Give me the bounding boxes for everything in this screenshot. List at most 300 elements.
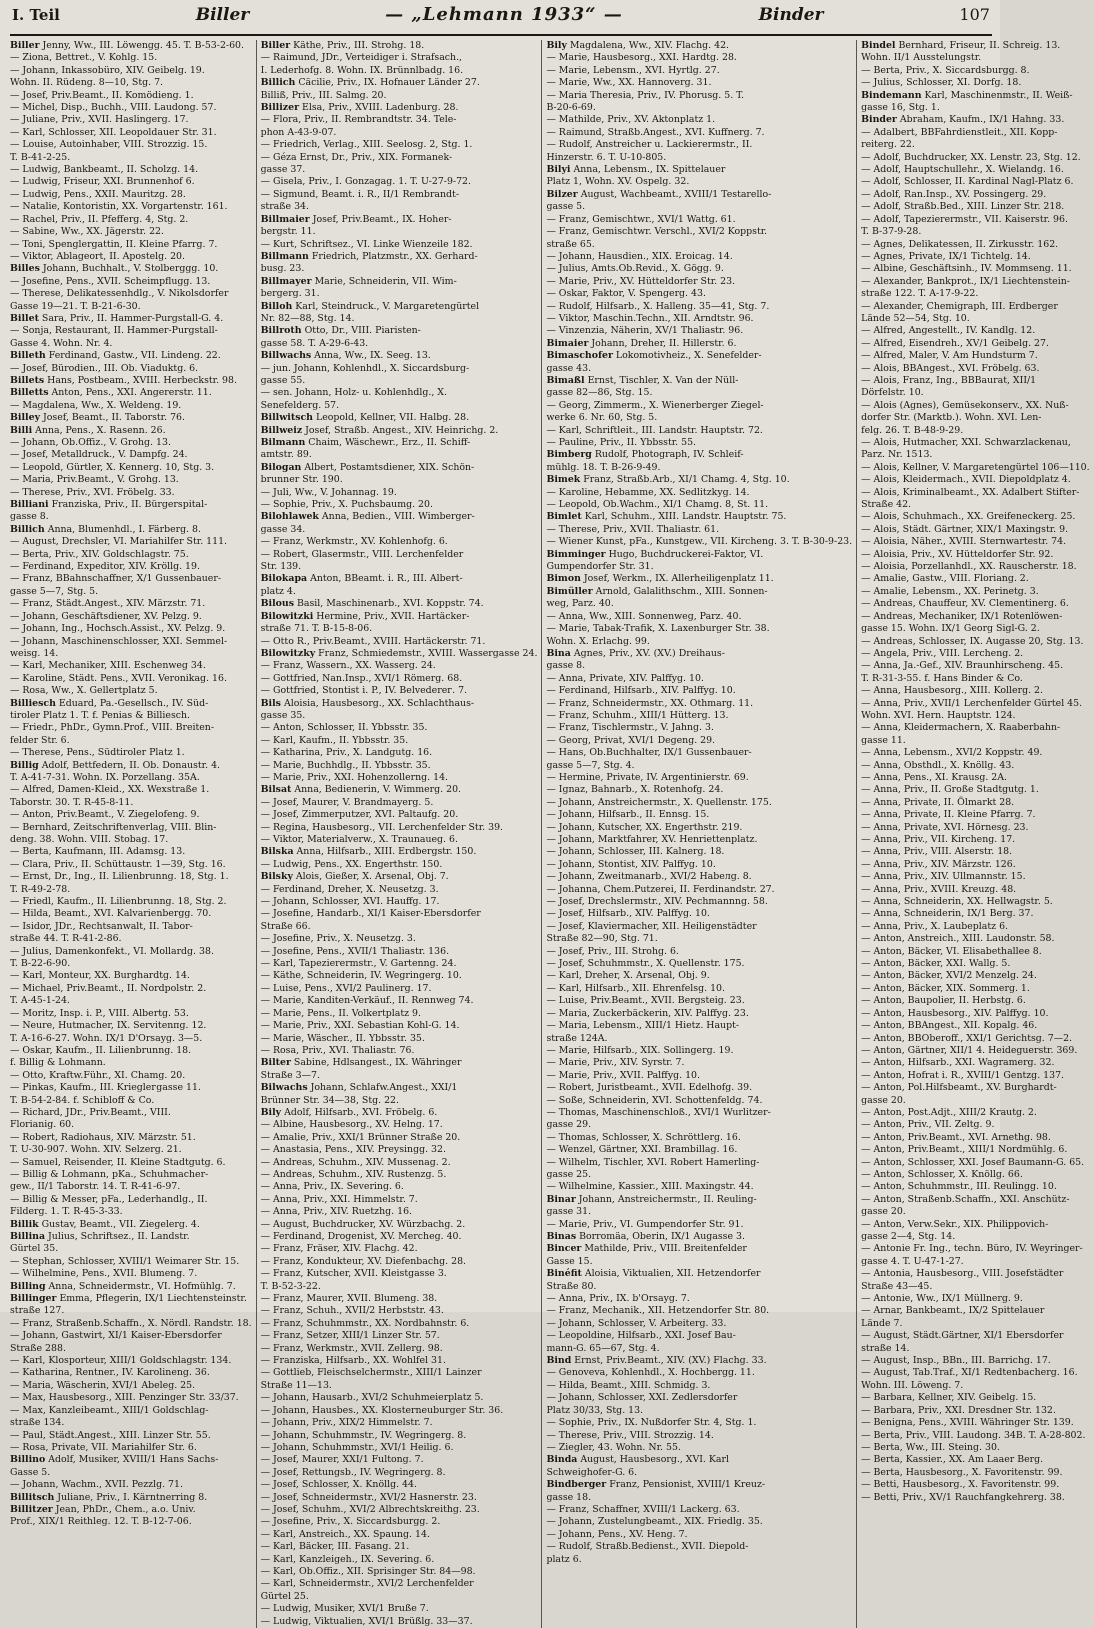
entry-text: — Johann, Schlosser, III. Kalnerg. 18. <box>546 846 725 858</box>
surname-heading: Bilmann <box>260 437 306 448</box>
entry-text: — Johann, Schuhmmstr., IV. Wegringerg. 8. <box>260 1429 467 1441</box>
directory-entry <box>10 152 252 164</box>
entry-text: Straße 82—90, Stg. 71. <box>546 933 658 945</box>
surname-heading: Biller <box>10 40 40 51</box>
entry-text: Albert, Postamtsdiener, XIX. Schön- <box>304 461 475 473</box>
entry-text: — Johann, Pens., XV. Heng. 7. <box>546 1528 688 1540</box>
directory-entry <box>261 462 538 474</box>
entry-text: bergstr. 11. <box>260 226 316 238</box>
directory-entry <box>261 809 538 821</box>
entry-text: Gustav, Beamt., VII. Ziegelerg. 4. <box>41 1218 200 1230</box>
directory-entry <box>261 636 538 648</box>
surname-heading: Binéfit <box>546 1268 582 1280</box>
entry-text: — Hilda, Beamt., XVI. Kalvarienbergg. 70. <box>10 908 212 920</box>
entry-text: Friedrich, Platzmstr., XX. Gerhard- <box>311 250 478 262</box>
directory-entry <box>261 226 538 238</box>
directory-entry <box>10 722 252 734</box>
directory-entry <box>861 1132 1090 1144</box>
surname-heading: Bina <box>546 647 571 659</box>
entry-text: Jenny, Ww., III. Löwengg. 45. T. B-53-2-60. <box>42 40 244 51</box>
directory-entry <box>546 338 852 350</box>
directory-entry <box>861 611 1090 623</box>
directory-entry <box>861 809 1090 821</box>
entry-text: — August, Insp., BBn., III. Barrichg. 17. <box>861 1355 1051 1367</box>
surname-heading: Bilyi <box>546 164 571 176</box>
entry-text: — Andreas, Schuhm., XIV. Rustenzg. 5. <box>260 1168 447 1180</box>
directory-entry <box>546 1318 852 1330</box>
directory-entry <box>546 586 852 598</box>
entry-text: Straße 66. <box>260 920 311 932</box>
entry-text: — Josefine, Priv., X. Neusetzg. 3. <box>260 933 416 945</box>
directory-entry <box>261 1268 538 1280</box>
directory-entry <box>10 276 252 288</box>
directory-entry <box>261 1206 538 1218</box>
entry-text: — Sabine, Ww., XX. Jägerstr. 22. <box>10 226 164 238</box>
surname-heading: Bilsky <box>260 871 293 883</box>
directory-entry <box>546 1070 852 1082</box>
directory-entry <box>861 673 1090 685</box>
surname-heading: Bimminger <box>546 548 606 560</box>
entry-text: — Johann, Anstreichermstr., X. Quellenstr. 175. <box>546 796 772 808</box>
entry-text: — Karl, Kanzleigeh., IX. Severing. 6. <box>260 1553 435 1565</box>
directory-entry <box>546 784 852 796</box>
entry-text: — Marie, Pens., II. Volkertplatz 9. <box>260 1007 421 1019</box>
directory-entry <box>261 660 538 672</box>
entry-text: — Therese, Priv., XVII. Thaliastr. 61. <box>546 523 720 535</box>
directory-entry <box>861 263 1090 275</box>
surname-heading: Billet <box>10 312 39 324</box>
directory-entry <box>10 958 252 970</box>
directory-entry <box>10 263 252 275</box>
entry-text: — Billig & Messer, pFa., Lederhandlg., II. <box>10 1193 208 1205</box>
directory-entry <box>546 511 852 523</box>
directory-entry <box>546 710 852 722</box>
directory-entry <box>261 164 538 176</box>
directory-entry <box>546 387 852 399</box>
entry-text: — Josefine, Priv., X. Siccardsburgg. 2. <box>260 1516 441 1528</box>
directory-entry <box>10 1256 252 1268</box>
entry-text: — Rosa, Ww., X. Gellertplatz 5. <box>10 685 158 697</box>
entry-text: — Soße, Schneiderin, XVI. Schottenfeldg. 74. <box>546 1094 763 1106</box>
directory-entry <box>861 338 1090 350</box>
entry-text: — Friedr., PhDr., Gymn.Prof., VIII. Breiten- <box>10 722 215 734</box>
directory-entry <box>546 611 852 623</box>
entry-text: — Marie, Priv., XXI. Sebastian Kohl-G. 14. <box>260 1020 460 1032</box>
directory-entry <box>546 1467 852 1479</box>
directory-entry <box>10 214 252 226</box>
directory-entry <box>261 1516 538 1528</box>
directory-entry <box>861 1492 1090 1504</box>
entry-text: Juliane, Priv., I. Kärntnerring 8. <box>57 1491 208 1503</box>
entry-text: — Johanna, Chem.Putzerei, II. Ferdinandstr. 27. <box>546 883 775 895</box>
directory-entry <box>861 313 1090 325</box>
directory-entry <box>546 412 852 424</box>
entry-text: — Ferdinand, Expeditor, XIV. Kröllg. 19. <box>10 561 200 573</box>
entry-text: — Anton, Schuhmmstr., III. Reulingg. 10. <box>861 1181 1057 1193</box>
entry-text: — Ignaz, Bahnarb., X. Rotenhofg. 24. <box>546 784 724 796</box>
directory-entry <box>261 1219 538 1231</box>
directory-entry <box>10 52 252 64</box>
directory-columns <box>10 40 1090 1627</box>
entry-text: — Ludwig, Musiker, XVI/1 Bruße 7. <box>260 1603 429 1615</box>
directory-entry <box>546 772 852 784</box>
directory-entry <box>10 673 252 685</box>
entry-text: Karl, Schuhm., XIII. Landstr. Hauptstr. 75. <box>584 511 787 523</box>
entry-text: — Johann, Ing., Hochsch.Assist., XV. Pelzg. 9. <box>10 623 226 635</box>
entry-text: — Johann, Ob.Offiz., V. Grohg. 13. <box>10 437 171 448</box>
directory-entry <box>261 884 538 896</box>
entry-text: — sen. Johann, Holz- u. Kohlenhdlg., X. <box>260 387 447 399</box>
surname-heading: Bilska <box>260 846 294 858</box>
directory-entry <box>546 90 852 102</box>
surname-heading: Bimaier <box>546 337 589 349</box>
directory-entry <box>861 735 1090 747</box>
surname-heading: Bimlet <box>546 511 582 523</box>
entry-text: deng. 38. Wohn. VIII. Stobag. 17. <box>10 834 169 845</box>
directory-entry <box>546 549 852 561</box>
entry-text: — Johann, Kutscher, XX. Engerthstr. 219. <box>546 821 743 833</box>
entry-text: — Franz, Schaffner, XVIII/1 Lackerg. 63. <box>546 1503 740 1515</box>
directory-entry <box>546 946 852 958</box>
directory-entry <box>10 921 252 933</box>
directory-entry <box>10 611 252 623</box>
entry-text: gasse 15. Wohn. IX/1 Georg Sigl-G. 2. <box>861 623 1040 635</box>
directory-entry <box>861 189 1090 201</box>
entry-text: — Anna, Hausbesorg., XIII. Kollerg. 2. <box>861 685 1043 697</box>
directory-entry <box>546 350 852 362</box>
entry-text: — Josef, Rettungsb., IV. Wegringerg. 8. <box>260 1466 446 1478</box>
entry-text: amtstr. 89. <box>260 449 312 461</box>
directory-entry <box>861 1380 1090 1392</box>
entry-text: — Katharina, Priv., X. Landgutg. 16. <box>260 747 433 759</box>
directory-entry <box>261 325 538 337</box>
entry-text: — Josefine, Handarb., XI/1 Kaiser-Ebersdorfer <box>260 908 481 920</box>
directory-entry <box>546 201 852 213</box>
directory-entry <box>546 152 852 164</box>
entry-text: — Josef, Schneidermstr., XVI/2 Hasnerstr. 23. <box>260 1491 477 1503</box>
directory-entry <box>261 288 538 300</box>
directory-entry <box>261 114 538 126</box>
directory-entry <box>10 65 252 77</box>
directory-entry <box>546 1529 852 1541</box>
entry-text: Agnes, Priv., XV. (XV.) Dreihaus- <box>573 647 725 659</box>
directory-entry <box>261 375 538 387</box>
directory-entry <box>261 52 538 64</box>
entry-text: — Alexander, Chemigraph, III. Erdberger <box>861 300 1058 312</box>
entry-text: — Natalie, Kontoristin, XX. Vorgartenstr. 161. <box>10 201 228 213</box>
column-4 <box>856 40 1094 1628</box>
entry-text: — Luise, Priv.Beamt., XVII. Bergsteig. 23. <box>546 995 745 1007</box>
directory-entry <box>861 511 1090 523</box>
entry-text: — Géza Ernst, Dr., Priv., XIX. Formanek- <box>260 151 453 163</box>
surname-heading: Bilsat <box>260 784 292 796</box>
entry-text: — Hilda, Beamt., XIII. Schmidg. 3. <box>546 1379 711 1391</box>
directory-entry <box>546 1330 852 1342</box>
entry-text: — Magdalena, Ww., X. Weldeng. 19. <box>10 399 182 411</box>
entry-text: — Franz, Städt.Angest., XIV. Märzstr. 71. <box>10 598 206 610</box>
entry-text: — Anton, Baupolier, II. Herbstg. 6. <box>861 995 1026 1007</box>
directory-entry <box>861 65 1090 77</box>
entry-text: — Ludwig, Pens., XX. Engerthstr. 150. <box>260 858 443 870</box>
directory-entry <box>546 114 852 126</box>
directory-entry <box>10 1367 252 1379</box>
entry-text: — Johann, Schuhmmstr., XVI/1 Heilig. 6. <box>260 1441 454 1453</box>
entry-text: platz 4. <box>260 585 296 597</box>
entry-text: — Maria, Zuckerbäckerin, XIV. Palffyg. 23. <box>546 1007 749 1019</box>
directory-entry <box>546 660 852 672</box>
directory-entry <box>261 933 538 945</box>
entry-text: — Thomas, Schlosser, X. Schröttlerg. 16. <box>546 1131 741 1143</box>
directory-entry <box>861 648 1090 660</box>
entry-text: Otto, Dr., VIII. Piaristen- <box>304 325 421 337</box>
entry-text: Anna, Ww., IX. Seeg. 13. <box>314 350 431 362</box>
directory-entry <box>861 276 1090 288</box>
directory-entry <box>10 859 252 871</box>
entry-text: Platz 30/33, Stg. 13. <box>546 1404 644 1416</box>
directory-entry <box>546 1479 852 1491</box>
directory-entry <box>861 822 1090 834</box>
directory-entry <box>10 561 252 573</box>
directory-entry <box>10 1082 252 1094</box>
entry-text: — Anton, Schlosser, XXI. Josef Baumann-G. 65. <box>861 1156 1085 1168</box>
entry-text: brunner Str. 190. <box>260 474 343 486</box>
directory-entry <box>861 164 1090 176</box>
surname-heading: Billwitsch <box>260 412 313 424</box>
entry-text: gasse 5—7, Stg. 4. <box>546 759 635 771</box>
entry-text: — Wenzel, Gärtner, XXI. Brambillag. 16. <box>546 1144 738 1156</box>
directory-entry <box>261 1603 538 1615</box>
entry-text: — Adolf, Ran.Insp., XV. Possingerg. 29. <box>861 188 1047 200</box>
directory-entry <box>546 1516 852 1528</box>
directory-entry <box>861 536 1090 548</box>
directory-entry <box>861 983 1090 995</box>
entry-text: — Josef, Drechslermstr., XIV. Pechmannng. 58. <box>546 896 768 908</box>
directory-entry <box>10 437 252 449</box>
entry-text: — Juliane, Priv., XVII. Haslingerg. 17. <box>10 114 189 126</box>
directory-entry <box>861 387 1090 399</box>
directory-entry <box>261 859 538 871</box>
directory-entry <box>261 363 538 375</box>
directory-entry <box>546 226 852 238</box>
entry-text: Taborstr. 30. T. R-45-8-11. <box>10 796 134 808</box>
entry-text: gasse 5. <box>546 201 586 213</box>
entry-text: — Anna, Lebensm., XVI/2 Koppstr. 49. <box>861 747 1043 759</box>
directory-entry <box>261 301 538 313</box>
entry-text: Gasse 19—21. T. B-21-6-30. <box>10 300 141 312</box>
entry-text: — Ferdinand, Dreher, X. Neusetzg. 3. <box>260 883 439 895</box>
directory-entry <box>546 102 852 114</box>
entry-text: — Anton, BBOberoff., XXI/1 Gerichtsg. 7—2. <box>861 1032 1073 1044</box>
directory-entry <box>10 1268 252 1280</box>
directory-entry <box>546 1541 852 1553</box>
entry-text: — Karl, Anstreich., XX. Spaung. 14. <box>260 1528 430 1540</box>
entry-text: — Anna, Private, XIV. Palffyg. 10. <box>546 672 704 684</box>
entry-text: straße 127. <box>10 1305 65 1317</box>
surname-heading: Bilowitzki <box>260 610 314 622</box>
entry-text: — Ernst, Dr., Ing., II. Lilienbrunng. 18, Stg. 1. <box>10 871 229 883</box>
entry-text: gasse 20. <box>861 1094 906 1106</box>
entry-text: — Josef, Schlosser, X. Knöllg. 44. <box>260 1479 417 1491</box>
surname-heading: Bilokapa <box>260 573 308 585</box>
part-label: I. Teil <box>12 6 60 24</box>
directory-entry <box>546 636 852 648</box>
directory-entry <box>261 598 538 610</box>
directory-entry <box>546 1095 852 1107</box>
entry-text: I. Lederhofg. 8. Wohn. IX. Brünnlbadg. 16. <box>260 64 464 76</box>
directory-entry <box>861 1020 1090 1032</box>
entry-text: — Oskar, Kaufm., II. Lilienbrunng. 18. <box>10 1044 192 1056</box>
directory-entry <box>861 1169 1090 1181</box>
directory-entry <box>261 1281 538 1293</box>
entry-text: — Max, Kanzleibeamt., XIII/1 Goldschlag- <box>10 1404 209 1416</box>
directory-entry <box>546 698 852 710</box>
directory-entry <box>861 1231 1090 1243</box>
directory-entry <box>261 983 538 995</box>
directory-entry <box>261 784 538 796</box>
entry-text: Rudolf, Photograph, IV. Schleif- <box>594 449 744 461</box>
entry-text: Franz, Pensionist, XVIII/1 Kreuz- <box>609 1479 766 1491</box>
entry-text: — Ludwig, Pens., XXII. Mauritzg. 28. <box>10 188 186 200</box>
surname-heading: Billig <box>10 759 39 771</box>
directory-entry <box>861 1194 1090 1206</box>
directory-entry <box>546 822 852 834</box>
entry-text: — Anna, Priv., XIV. Märzstr. 126. <box>861 858 1016 870</box>
surname-heading: Billwachs <box>260 350 312 362</box>
entry-text: gasse 31. <box>546 1206 592 1218</box>
entry-text: — Benigna, Pens., XVIII. Währinger Str. 139. <box>861 1417 1074 1429</box>
entry-text: — Karl, Monteur, XX. Burghardtg. 14. <box>10 970 190 982</box>
entry-text: gasse 82—86, Stg. 15. <box>546 387 653 399</box>
entry-text: gasse 20. <box>861 1206 906 1218</box>
directory-entry <box>261 698 538 710</box>
entry-text: Leopold, Kellner, VII. Halbg. 28. <box>315 412 470 424</box>
entry-text: — Amalie, Lebensm., XX. Perinetg. 3. <box>861 585 1039 597</box>
directory-entry <box>261 524 538 536</box>
directory-entry <box>546 834 852 846</box>
entry-text: Franz, Straßb.Arb., XI/1 Chamg. 4, Stg. 10. <box>583 474 790 486</box>
entry-text: — Josef, Zimmerputzer, XVI. Paltaufg. 20. <box>260 809 459 821</box>
entry-text: Senefelderg. 57. <box>260 399 340 411</box>
publication-title: — „Lehmann 1933“ — <box>385 4 623 25</box>
directory-entry <box>546 685 852 697</box>
entry-text: — Raimund, Straßb.Angest., XVI. Kuffnerg. 7. <box>546 126 765 138</box>
entry-text: — Kurt, Schriftsez., VI. Linke Wienzeile 182. <box>260 238 473 250</box>
entry-text: — August, Buchdrucker, XV. Würzbachg. 2. <box>260 1218 466 1230</box>
entry-text: Hans, Postbeam., XVIII. Herbeckstr. 98. <box>47 374 237 386</box>
entry-text: — Alois, Kleidermach., XVII. Diepoldplatz 4. <box>861 474 1071 486</box>
directory-entry <box>861 1293 1090 1305</box>
entry-text: — Josefine, Pens., XVII. Scheimpflugg. 13. <box>10 275 211 287</box>
column-2 <box>256 40 542 1628</box>
entry-text: Wohn. XVI. Hern. Hauptstr. 124. <box>861 709 1016 721</box>
directory-entry <box>861 660 1090 672</box>
entry-text: — Katharina, Rentner., IV. Karolineng. 36. <box>10 1367 210 1379</box>
directory-entry <box>10 1095 252 1107</box>
entry-text: Gasse 15. <box>546 1255 593 1267</box>
surname-heading: Bilohlawek <box>260 511 319 523</box>
surname-heading: Bimüller <box>546 585 593 597</box>
directory-entry <box>10 1033 252 1045</box>
entry-text: weisg. 14. <box>10 647 59 659</box>
entry-text: — Anton, Hofrat i. R., XVIII/1 Gentzg. 137. <box>861 1069 1065 1081</box>
entry-text: — Julius, Amts.Ob.Revid., X. Gögg. 9. <box>546 263 724 275</box>
directory-entry <box>546 598 852 610</box>
surname-heading: Bindberger <box>546 1479 607 1491</box>
directory-entry <box>10 884 252 896</box>
directory-entry <box>10 40 252 52</box>
entry-text: — Maria, Priv.Beamt., V. Grohg. 13. <box>10 474 179 486</box>
entry-text: — Antonie Fr. Ing., techn. Büro, IV. Weyringer- <box>861 1243 1083 1255</box>
directory-entry <box>861 772 1090 784</box>
entry-text: — Leopold, Gürtler, X. Kennerg. 10, Stg. 3. <box>10 461 215 473</box>
directory-entry <box>261 412 538 424</box>
entry-text: weg, Parz. 40. <box>546 598 614 610</box>
directory-entry <box>10 549 252 561</box>
directory-entry <box>861 834 1090 846</box>
entry-text: — Robert, Radiohaus, XIV. Märzstr. 51. <box>10 1131 196 1143</box>
entry-text: — Michel, Disp., Buchh., VIII. Laudong. 57. <box>10 102 217 114</box>
directory-entry <box>10 760 252 772</box>
entry-text: — Friedrich, Verlag., XIII. Seelosg. 2, Stg. 1. <box>260 139 473 151</box>
entry-text: — Aloisia, Näher., XVIII. Sternwartestr. 74. <box>861 536 1067 548</box>
directory-entry <box>546 313 852 325</box>
entry-text: — Louise, Autoinhaber, VIII. Strozzig. 15. <box>10 139 208 151</box>
entry-text: — Pinkas, Kaufm., III. Kriegleгgasse 11. <box>10 1082 201 1094</box>
directory-entry <box>861 1181 1090 1193</box>
directory-entry <box>861 1107 1090 1119</box>
directory-entry <box>546 1206 852 1218</box>
directory-entry <box>861 412 1090 424</box>
entry-text: Anna, Hilfsarb., XIII. Erdbergstr. 150. <box>296 846 477 858</box>
directory-entry <box>10 77 252 89</box>
entry-text: T. B-54-2-84. f. Schibloff & Co. <box>10 1094 155 1106</box>
entry-text: — Max, Hausbesorg., XIII. Penzinger Str. 33/37. <box>10 1392 239 1404</box>
entry-text: — Rosa, Priv., XVI. Thaliastr. 76. <box>260 1044 415 1056</box>
directory-entry <box>10 164 252 176</box>
directory-entry <box>861 1206 1090 1218</box>
directory-entry <box>546 1343 852 1355</box>
directory-entry <box>861 722 1090 734</box>
entry-text: Käthe, Priv., III. Strohg. 18. <box>293 40 425 51</box>
entry-text: — Josef, Metalldruck., V. Dampfg. 24. <box>10 449 188 461</box>
entry-text: — Marie, Tabak-Trafik, X. Laxenburger Str. 38. <box>546 623 770 635</box>
directory-entry <box>261 1417 538 1429</box>
entry-text: — Rachel, Priv., II. Pfefferg. 4, Stg. 2. <box>10 213 189 225</box>
entry-text: — Gottfried, Stontist i. P., IV. Belvederег. 7. <box>260 685 468 697</box>
directory-entry <box>861 1119 1090 1131</box>
directory-entry <box>10 400 252 412</box>
entry-text: — jun. Johann, Kohlenhdl., X. Siccardsburg- <box>260 362 470 374</box>
directory-entry <box>261 487 538 499</box>
entry-text: — Anna, Priv., II. Große Stadtgutg. 1. <box>861 784 1039 796</box>
directory-entry <box>861 325 1090 337</box>
directory-entry <box>10 474 252 486</box>
entry-text: — Isidor, JDr., Rechtsanwalt, II. Tabor- <box>10 920 193 932</box>
directory-entry <box>861 1442 1090 1454</box>
directory-entry <box>10 1392 252 1404</box>
entry-text: — Franz, Straßenb.Schaffn., X. Nördl. Randstr. 18. <box>10 1317 252 1329</box>
entry-text: Johann, Schlafw.Angest., XXI/1 <box>310 1082 458 1094</box>
directory-entry <box>261 1554 538 1566</box>
directory-entry <box>10 623 252 635</box>
entry-text: — Franz, Fräser, XIV. Flachg. 42. <box>260 1243 418 1255</box>
directory-entry <box>861 487 1090 499</box>
directory-entry <box>861 1157 1090 1169</box>
directory-entry <box>861 549 1090 561</box>
surname-heading: Bilter <box>260 1057 291 1069</box>
directory-entry <box>261 102 538 114</box>
entry-text: gasse 5—7, Stg. 5. <box>10 585 99 597</box>
